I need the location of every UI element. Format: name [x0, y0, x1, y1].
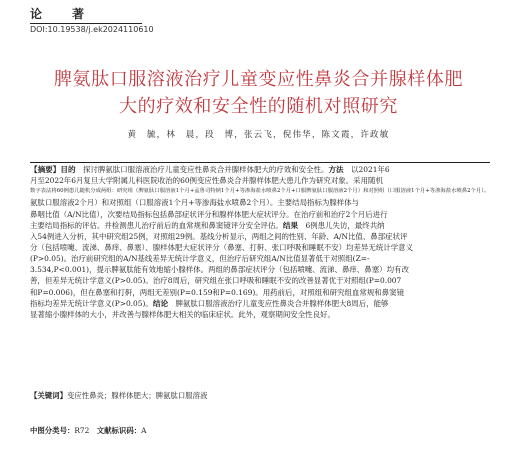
clc-label: 中图分类号：: [30, 425, 75, 435]
abstract-line: [30, 175, 490, 186]
section-label: 论 著: [30, 7, 94, 21]
abstract-line-text: 3.534,P<0.001)，提示脾氨肽能有效地缩小腺样体。两组的鼻部症状评分（包括喷嚏、流涕、鼻痒、鼻塞）均有改: [30, 265, 409, 275]
keywords-line: [30, 390, 207, 402]
abstract-block: [30, 162, 490, 320]
abstract-line: [30, 275, 490, 286]
clc-value: R72: [74, 425, 90, 435]
abstract-line: [30, 264, 490, 275]
abstract-line-text: 入54例进入分析，其中研究组25例，对照组29例。基线分析显示，两组之间的性别、年龄、A/N比值、鼻部症状评: [30, 231, 408, 241]
abstract-line: [30, 287, 490, 298]
abstract-line: [30, 298, 490, 309]
abstract-line-text: 指标均差异无统计学意义(P>0.05)。: [30, 298, 153, 308]
article-title: [0, 66, 517, 120]
abstract-line: [30, 164, 490, 175]
abstract-line-text: 6例患儿失访，最终共纳: [298, 220, 385, 230]
abstract-line-text: (P>0.05)。治疗前研究组的A/N基线差异无统计学意义，但治疗后研究组A/N比值显著低于对照组(Z=-: [30, 254, 370, 264]
abstract-line: [30, 197, 490, 208]
header-rule: [30, 23, 142, 24]
abstract-section-tag: 方法: [328, 165, 344, 174]
abstract-line-text: 氨肽口服溶液2个月）和对照组（口服溶液1个月+等渗海盐水喷鼻2个月）。主要结局指标为腺样体与: [30, 198, 360, 208]
abstract-line-text: 数字表法将60例患儿随机分成两组：研究组（脾氨肽口服溶液1个月+孟鲁司特钠1个月+等渗海盐水喷鼻2个月+口服脾氨肽口服溶液2个月）和对照组（口服溶液1个月+等渗海盐水喷鼻2个月）。: [30, 188, 490, 195]
abstract-line: [30, 309, 490, 320]
abstract-line-text: 和P=0.006)，但在鼻塞和打鼾，两组无差别(P=0.159和P=0.169)。用药前后，对照组和研究组血常规和鼻窦镜: [30, 287, 405, 297]
keywords-label: 【关键词】: [30, 391, 67, 400]
abstract-line-text: 显著缩小腺样体的大小，并改善与腺样体肥大相关的临床症状。此外，观察期间安全性良好。: [30, 309, 335, 319]
author-list: 黄 毓，林 晨，段 博，张云飞，倪伟华，陈文霞，许政敏: [127, 130, 390, 140]
abstract-line: [30, 209, 490, 220]
doc-code-label: 文献标识码：: [96, 425, 142, 435]
abstract-line-text: 以2021年6: [343, 165, 390, 174]
doi-text: DOI:10.19538/j.ek2024110610: [30, 25, 154, 34]
title-line-2: 大的疗效和安全性的随机对照研究: [119, 96, 398, 117]
article-meta: [30, 367, 207, 459]
abstract-line: [30, 253, 490, 264]
abstract-section-tag: 结果: [282, 220, 299, 230]
abstract-line-text: 脾氨肽口服溶液治疗儿童变应性鼻炎合并腺样体肥大8周后，能够: [168, 298, 389, 308]
abstract-section-tag: 结论: [152, 298, 169, 308]
abstract-line-text: 探讨脾氨肽口服溶液治疗儿童变应性鼻炎合并腺样体肥大的疗效和安全性。: [75, 165, 329, 174]
title-line-1: 脾氨肽口服溶液治疗儿童变应性鼻炎合并腺样体肥: [53, 69, 464, 90]
abstract-section-tag: 【摘要】目的: [30, 165, 76, 174]
abstract-line-text: 月至2022年6月复旦大学附属儿科医院收治的60例变应性鼻炎合并腺样体肥大患儿作为研究对象。采用随机: [30, 176, 383, 186]
abstract-line: [30, 186, 490, 197]
keywords-text: 变应性鼻炎；腺样体肥大；脾氨肽口服溶液: [66, 391, 208, 400]
abstract-line: [30, 220, 490, 231]
classification-line: [30, 425, 207, 437]
abstract-line: [30, 242, 490, 253]
abstract-text: [30, 164, 490, 320]
abstract-line-text: 善，但差异无统计学意义(P>0.05)。治疗8周后，研究组在张口呼吸和睡眠不安的改善显著优于对照组(P=0.007: [30, 276, 402, 286]
abstract-line-text: 分（包括喷嚏、流涕、鼻痒、鼻塞）、腺样体肥大症状评分（鼻塞、打鼾、张口呼吸和睡眠不安）均差异无统计学意义: [30, 242, 414, 252]
abstract-line-text: 鼻咽比值（A/N比值），次要结局指标包括鼻部症状评分和腺样体肥大症状评分。在治疗前和治疗2个月后进行: [30, 209, 388, 219]
doc-code-value: A: [141, 425, 147, 435]
abstract-line: [30, 231, 490, 242]
abstract-line-text: 主要结局指标的评估。并检测患儿治疗前后的血常规和鼻窦镜评分安全评估。: [30, 220, 283, 230]
